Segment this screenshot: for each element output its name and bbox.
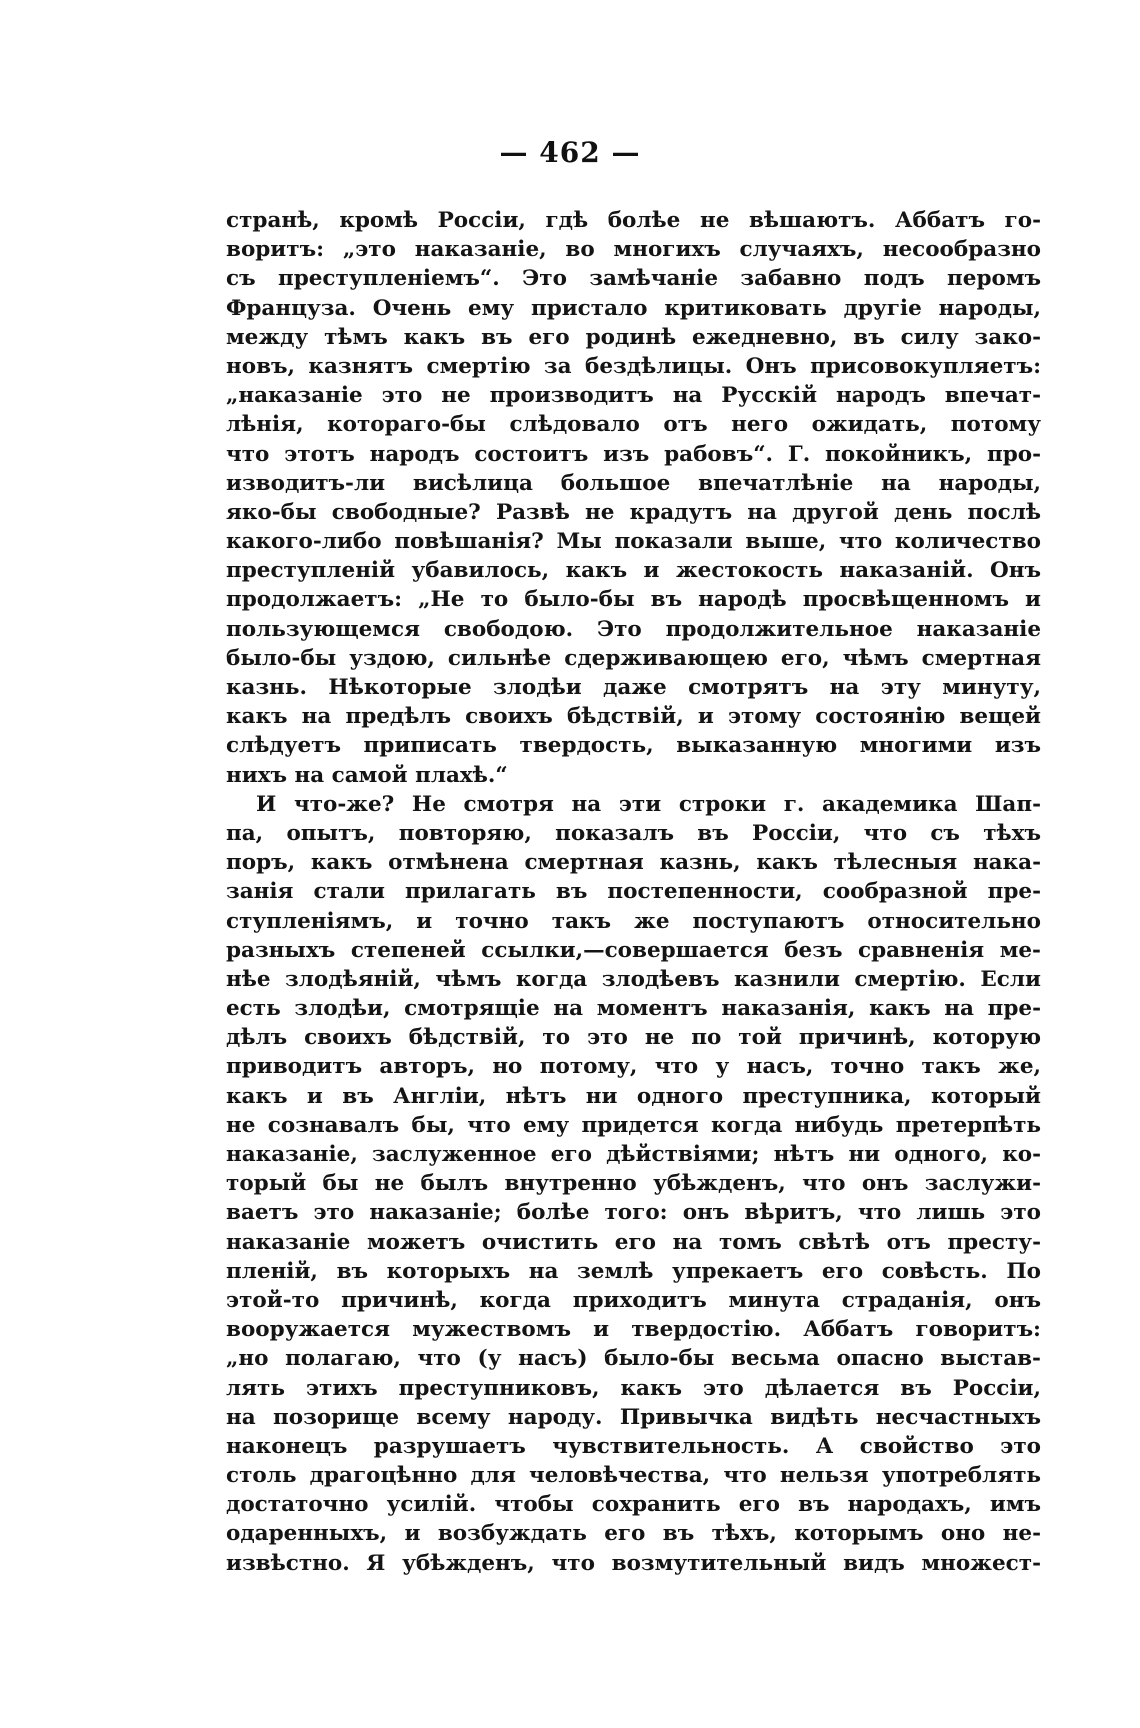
text-line: извѣстно. Я убѣжденъ, что возмутительный видъ множест-	[226, 1550, 1041, 1576]
text-line: ступленiямъ, и точно такъ же поступаютъ относительно	[226, 908, 1041, 934]
text-line: новъ, казнятъ смертiю за бездѣлицы. Онъ присовокупляетъ:	[226, 353, 1041, 379]
text-line: было-бы уздою, сильнѣе сдерживающею его, чѣмъ смертная	[226, 645, 1041, 671]
page-body-text	[226, 206, 1041, 1578]
text-line: этой-то причинѣ, когда приходитъ минута страданiя, онъ	[226, 1287, 1041, 1313]
text-line: занiя стали прилагать въ постепенности, сообразной пре-	[226, 879, 1041, 905]
text-line: странѣ, кромѣ Россiи, гдѣ болѣе не вѣшаютъ. Аббатъ го-	[226, 208, 1041, 233]
text-line: поръ, какъ отмѣнена смертная казнь, какъ тѣлесныя нака-	[226, 850, 1041, 876]
text-line: торый бы не былъ внутренно убѣжденъ, что онъ заслужи-	[226, 1171, 1041, 1197]
text-line: преступленiй убавилось, какъ и жестокость наказанiй. Онъ	[226, 558, 1041, 584]
text-line: нихъ на самой плахѣ.“	[226, 762, 508, 788]
text-line: наконецъ разрушаетъ чувствительность. А свойство это	[226, 1433, 1041, 1459]
text-line: что этотъ народъ состоитъ изъ рабовъ“. Г. покойникъ, про-	[226, 441, 1041, 467]
text-line: продолжаетъ: „Не то было-бы въ народѣ просвѣщенномъ и	[226, 587, 1041, 613]
text-line: „наказанiе это не производитъ на Русскiй народъ впечат-	[226, 383, 1041, 409]
text-line: съ преступленiемъ“. Это замѣчанiе забавно подъ перомъ	[226, 266, 1041, 292]
text-line: воритъ: „это наказанiе, во многихъ случаяхъ, несообразно	[226, 237, 1041, 263]
text-line: „но полагаю, что (у насъ) было-бы весьма опасно выстав-	[226, 1346, 1041, 1372]
page-number: — 462 —	[499, 136, 641, 169]
text-line: яко-бы свободные? Развѣ не крадутъ на другой день послѣ	[226, 499, 1041, 525]
text-line: какъ на предѣлъ своихъ бѣдствiй, и этому состоянiю вещей	[226, 704, 1041, 730]
text-line: пленiй, въ которыхъ на землѣ упрекаетъ его совѣсть. По	[226, 1258, 1041, 1284]
text-line: приводитъ авторъ, но потому, что у насъ, точно такъ же,	[226, 1054, 1041, 1080]
text-line: какъ и въ Англiи, нѣтъ ни одного преступника, который	[226, 1083, 1041, 1109]
text-line: дѣлъ своихъ бѣдствiй, то это не по той причинѣ, которую	[226, 1025, 1041, 1051]
text-line: не сознавалъ бы, что ему придется когда нибудь претерпѣть	[226, 1112, 1041, 1138]
text-line: столь драгоцѣнно для человѣчества, что нельзя употреблять	[226, 1463, 1041, 1489]
text-line: вооружается мужествомъ и твердостiю. Аббатъ говоритъ:	[226, 1317, 1041, 1343]
text-line: нѣе злодѣянiй, чѣмъ когда злодѣевъ казнили смертiю. Если	[226, 966, 1041, 992]
text-line: между тѣмъ какъ въ его родинѣ ежедневно, въ силу зако-	[226, 324, 1041, 350]
text-line: Француза. Очень ему пристало критиковать другiе народы,	[226, 295, 1041, 321]
text-line: есть злодѣи, смотрящiе на моментъ наказанiя, какъ на пре-	[226, 996, 1041, 1022]
text-line: одаренныхъ, и возбуждать его въ тѣхъ, которымъ оно не-	[226, 1521, 1041, 1547]
text-line: лять этихъ преступниковъ, какъ это дѣлается въ Россiи,	[226, 1375, 1041, 1401]
text-line: слѣдуетъ приписать твердость, выказанную многими изъ	[226, 733, 1041, 759]
text-line: па, опытъ, повторяю, показалъ въ Россiи, что съ тѣхъ	[226, 820, 1041, 846]
text-line: изводитъ-ли висѣлица большое впечатлѣнiе на народы,	[226, 470, 1041, 496]
text-line: на позорище всему народу. Привычка видѣть несчастныхъ	[226, 1404, 1041, 1430]
text-line: какого-либо повѣшанiя? Мы показали выше, что количество	[226, 529, 1041, 555]
text-line: казнь. Нѣкоторые злодѣи даже смотрятъ на эту минуту,	[226, 675, 1041, 700]
text-line: наказанiе, заслуженное его дѣйствiями; нѣтъ ни одного, ко-	[226, 1142, 1041, 1167]
text-line: ваетъ это наказанiе; болѣе того: онъ вѣритъ, что лишь это	[226, 1200, 1041, 1226]
text-line: И что-же? Не смотря на эти строки г. академика Шап-	[256, 791, 1041, 817]
text-line: достаточно усилiй. чтобы сохранить его въ народахъ, имъ	[226, 1492, 1041, 1518]
text-line: разныхъ степеней ссылки,—совершается безъ сравненiя ме-	[226, 937, 1041, 963]
text-line: пользующемся свободою. Это продолжительное наказанiе	[226, 616, 1041, 642]
text-line: наказанiе можетъ очистить его на томъ свѣтѣ отъ престу-	[226, 1229, 1041, 1255]
text-line: лѣнiя, котораго-бы слѣдовало отъ него ожидать, потому	[226, 412, 1041, 438]
